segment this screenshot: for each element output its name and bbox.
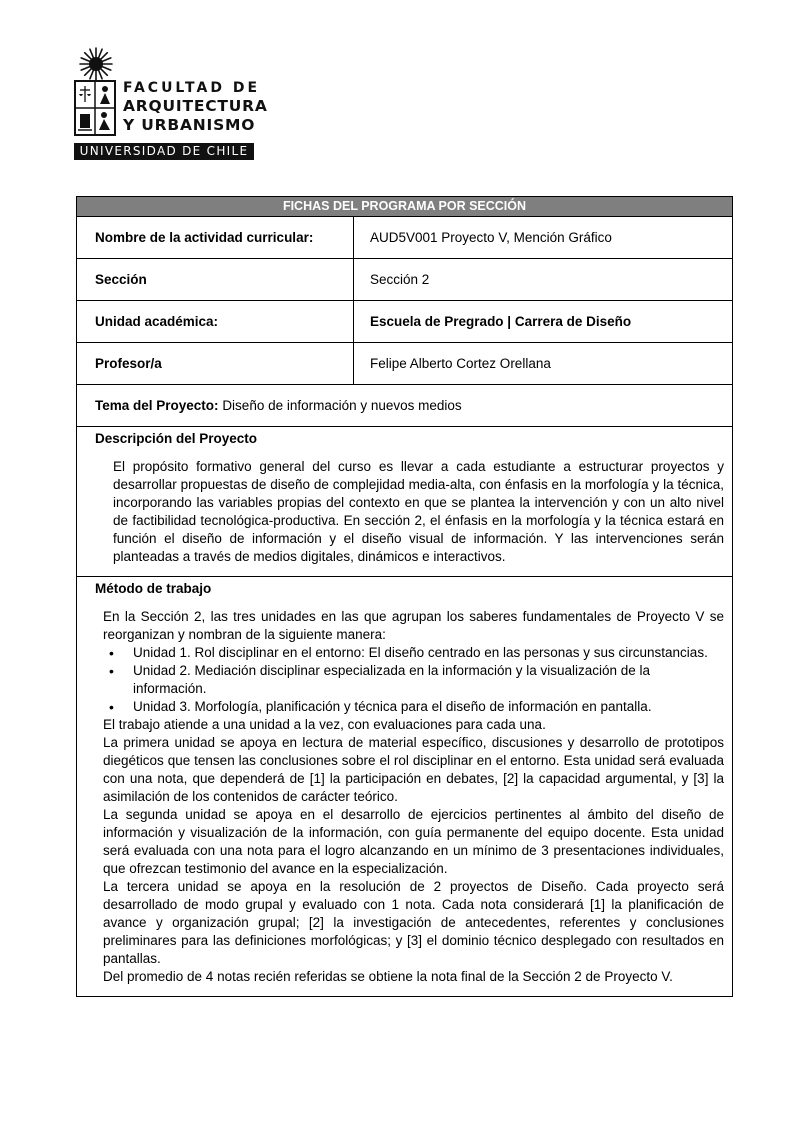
- table-row: [77, 217, 732, 259]
- faculty-line: FACULTAD DE: [123, 80, 261, 96]
- project-theme-label: Tema del Proyecto:: [95, 398, 219, 413]
- method-paragraph: Del promedio de 4 notas recién referidas se obtiene la nota final de la Sección 2 de Proyecto V.: [103, 969, 673, 984]
- list-item: • Unidad 2. Mediación disciplinar especializada en la información y la visualización de la información.: [103, 662, 724, 698]
- table-row: [77, 259, 732, 301]
- arquitectura-line: ARQUITECTURA: [123, 97, 268, 115]
- method-paragraph: La tercera unidad se apoya en la resolución de 2 proyectos de Diseño. Cada proyecto será desarrollado de modo grupal y evaluado con 1 nota. Cada nota considerará [1] la planificación de avance y organización grupal; [2] la investigación de antecedentes, referentes y conclusiones preliminares para las definiciones morfológicas; y [3] el dominio técnico desplegado con resultados en pantallas.: [103, 879, 724, 966]
- activity-name-value: AUD5V001 Proyecto V, Mención Gráfico: [370, 230, 612, 245]
- academic-unit-value: Escuela de Pregrado | Carrera de Diseño: [370, 314, 632, 329]
- program-sheet-table: [76, 196, 733, 997]
- university-crest-icon: [74, 80, 116, 136]
- section-label: Sección: [77, 259, 354, 300]
- method-paragraph: La primera unidad se apoya en lectura de material específico, discusiones y desarrollo de prototipos diegéticos que tensen las conclusiones sobre el rol disciplinar en el entorno. Esta unidad será evaluada con una nota, que dependerá de [1] la participación en debates, [2] la capacidad argumental, y [3] la asimilación de los contenidos de carácter teórico.: [103, 735, 724, 804]
- project-theme-row: [77, 385, 732, 427]
- urbanismo-line: Y URBANISMO: [123, 116, 256, 134]
- table-row: [77, 343, 732, 385]
- faculty-wordmark: [123, 80, 268, 135]
- work-method-title: Método de trabajo: [95, 581, 212, 596]
- list-item: • Unidad 1. Rol disciplinar en el entorno: El diseño centrado en las personas y sus circunstancias.: [103, 644, 724, 662]
- table-row: [77, 301, 732, 343]
- method-paragraph: La segunda unidad se apoya en el desarrollo de ejercicios pertinentes al ámbito del diseño de información y visualización de la información, con guía permanente del equipo docente. Esta unidad será evaluada con una nota para el logro alcanzando en un mínimo de 3 presentaciones individuales, que ofrezcan testimonio del avance en la especialización.: [103, 807, 724, 876]
- section-value: Sección 2: [370, 272, 430, 287]
- units-list: [103, 644, 724, 716]
- project-description-text: El propósito formativo general del curso es llevar a cada estudiante a estructurar proyectos y desarrollar propuestas de diseño de complejidad media-alta, con énfasis en la morfología y la técnica, incorporando las variables propias del contexto en que se plantea la intervención y con un alto nivel de factibilidad tecnológica-productiva. En sección 2, el énfasis en la morfología y la técnica estará en función el diseño de información y el diseño visual de información. Y las intervenciones serán planteadas a través de medios digitales, dinámicos e interactivos.: [113, 459, 724, 564]
- work-method-body: [95, 608, 724, 986]
- professor-value: Felipe Alberto Cortez Orellana: [370, 356, 551, 371]
- list-item: • Unidad 3. Morfología, planificación y técnica para el diseño de información en pantalla.: [103, 698, 724, 716]
- work-method-intro: En la Sección 2, las tres unidades en las que agrupan los saberes fundamentales de Proyecto V se reorganizan y nombran de la siguiente manera:: [103, 609, 724, 642]
- professor-label: Profesor/a: [77, 343, 354, 384]
- activity-name-label: Nombre de la actividad curricular:: [77, 217, 354, 258]
- method-paragraph: El trabajo atiende a una unidad a la vez, con evaluaciones para cada una.: [103, 717, 546, 732]
- work-method-section: [77, 577, 732, 996]
- project-theme-value: Diseño de información y nuevos medios: [222, 398, 462, 413]
- project-description-section: [77, 427, 732, 577]
- university-bar: UNIVERSIDAD DE CHILE: [74, 143, 254, 160]
- academic-unit-label: Unidad académica:: [77, 301, 354, 342]
- sheet-header: FICHAS DEL PROGRAMA POR SECCIÓN: [77, 197, 732, 217]
- sun-emblem-icon: [78, 46, 114, 82]
- project-description-title: Descripción del Proyecto: [95, 431, 258, 446]
